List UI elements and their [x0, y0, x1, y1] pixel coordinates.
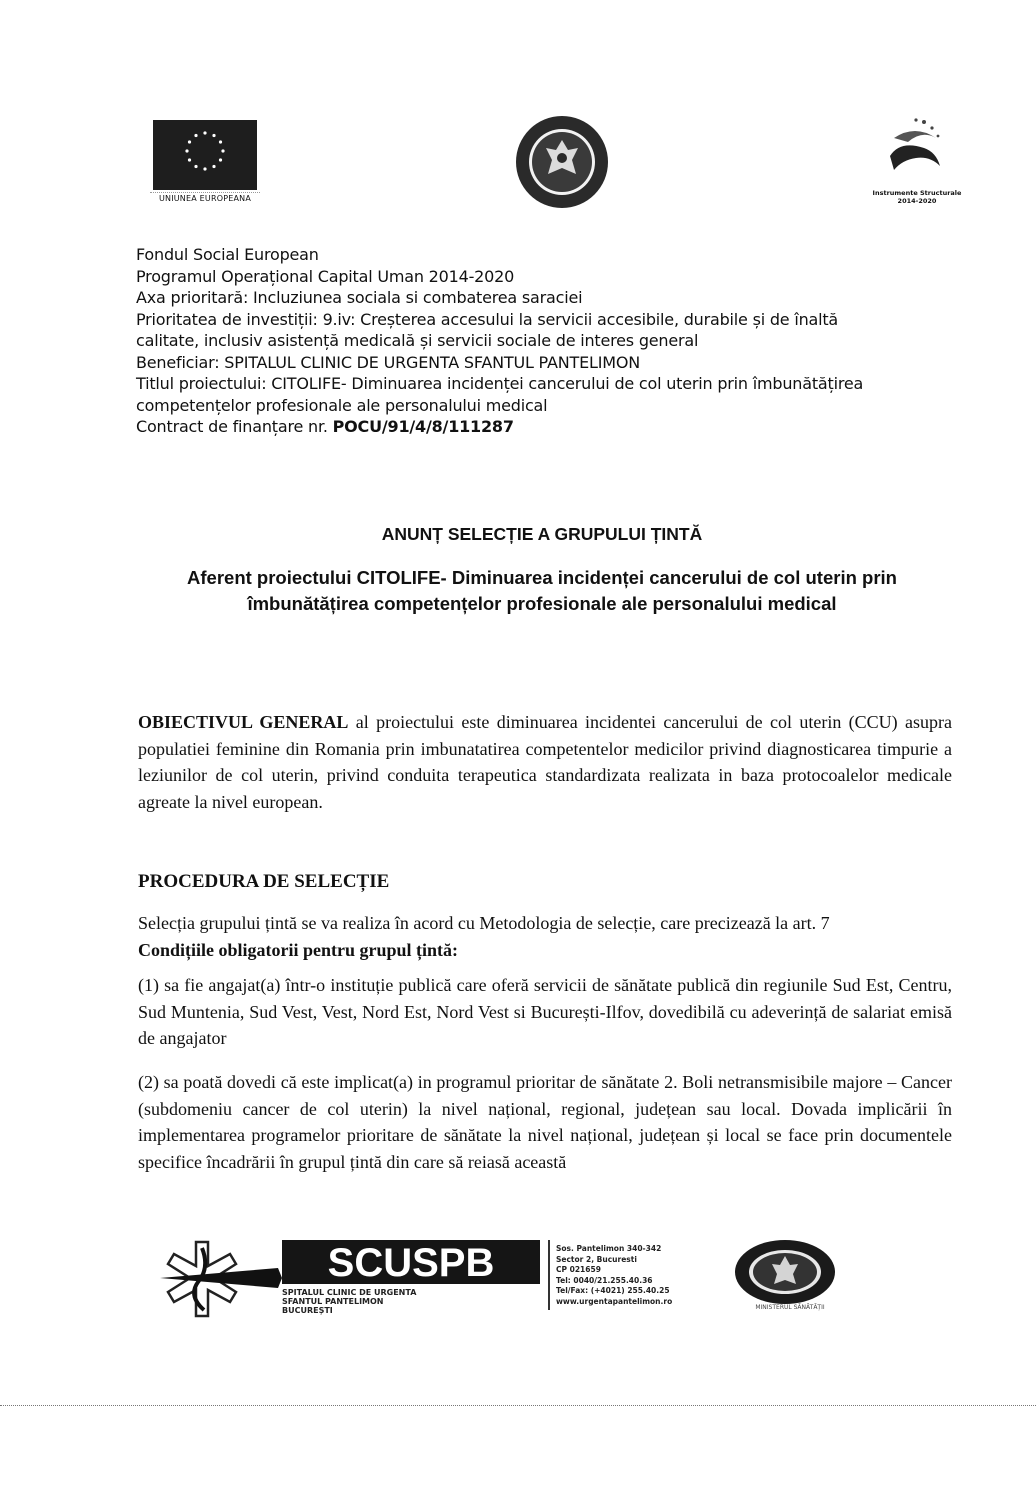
hospital-name-line: SFANTUL PANTELIMON — [282, 1297, 384, 1306]
header-line: Titlul proiectului: CITOLIFE- Diminuarea incidenței cancerului de col uterin prin îmbunătățirea — [136, 374, 864, 393]
page-bottom-dotted-line — [0, 1405, 1036, 1406]
announcement-subtitle — [136, 565, 948, 617]
objective-text: al proiectului este diminuarea incidentei cancerului de col uterin (CCU) asupra populatiei feminine din Romania prin imbunatatirea competentelor medicilor privind diagnosticarea timpurie a leziunilor de col uterin, privind conduita terapeutica standardizata realizata in baza protocoalelor medicale agreate la nivel european. — [138, 712, 952, 812]
objective-label: OBIECTIVUL GENERAL — [138, 712, 349, 732]
header-line: Axa prioritară: Incluziunea sociala si combaterea saraciei — [136, 288, 583, 307]
hospital-name-lines — [282, 1288, 542, 1315]
brand-text: SCUSPB — [327, 1241, 495, 1285]
condition-2: (2) sa poată dovedi că este implicat(a) in programul prioritar de sănătate 2. Boli netransmisibile majore – Cancer (subdomeniu cancer de col uterin) la nivel național, regional, județean sau local. Dovada implicării în implementarea programelor prioritare de sănătate la nivel național, județean și local se face prin documentele specifice încadrării în grupul țintă din care să reiasă această — [138, 1072, 952, 1172]
subtitle-line: îmbunătățirea competențelor profesionale ale personalului medical — [247, 593, 837, 614]
hospital-brand-logo — [282, 1238, 542, 1288]
ministry-seal-caption: MINISTERUL SĂNĂTĂȚII — [755, 1304, 825, 1311]
hospital-name-line: BUCUREȘTI — [282, 1306, 333, 1315]
contract-number: POCU/91/4/8/111287 — [332, 417, 514, 436]
header-line: Beneficiar: SPITALUL CLINIC DE URGENTA SFANTUL PANTELIMON — [136, 352, 640, 372]
header-line: Fondul Social European — [136, 245, 319, 264]
header-line: Programul Operațional Capital Uman 2014-2020 — [136, 266, 515, 286]
contact-line: Sector 2, Bucuresti — [556, 1254, 637, 1264]
condition-1: (1) sa fie angajat(a) într-o instituție publică care oferă servicii de sănătate publică din regiunile Sud Est, Centru, Sud Muntenia, Sud Vest, Vest, Nord Est, Nord Vest si București-Ilfov, dovedibilă cu adeverință de salariat emisă de angajator — [138, 975, 952, 1048]
footer-divider — [548, 1240, 550, 1310]
project-header — [136, 244, 956, 438]
romanian-government-seal — [512, 112, 612, 212]
structural-instruments-caption — [862, 189, 972, 205]
is-caption-line2: 2014-2020 — [897, 197, 937, 205]
hospital-contact — [556, 1244, 726, 1307]
announcement-title: ANUNȚ SELECȚIE A GRUPULUI ȚINTĂ — [381, 524, 703, 544]
header-line: calitate, inclusiv asistență medicală și servicii sociale de interes general — [136, 331, 699, 350]
subtitle-line: Aferent proiectului CITOLIFE- Diminuarea incidenței cancerului de col uterin prin — [187, 567, 897, 588]
eu-caption: UNIUNEA EUROPEANA — [150, 192, 260, 203]
header-line: Prioritatea de investiții: 9.iv: Creșterea accesului la servicii accesibile, durabile și de înaltă — [136, 309, 839, 329]
contact-line: Sos. Pantelimon 340-342 — [556, 1244, 662, 1253]
contract-label: Contract de finanțare nr. — [136, 417, 333, 436]
eu-flag-logo — [153, 120, 257, 190]
header-line: competențelor profesionale ale personalului medical — [136, 395, 548, 415]
procedure-intro-text: Selecția grupului țintă se va realiza în acord cu Metodologia de selecție, care precizează la art. 7 — [138, 913, 830, 933]
procedure-heading: PROCEDURA DE SELECȚIE — [138, 871, 390, 892]
contact-line: www.urgentapantelimon.ro — [556, 1296, 673, 1306]
contract-line — [136, 416, 956, 438]
is-caption-line1: Instrumente Structurale — [872, 189, 962, 197]
general-objective-paragraph — [138, 709, 952, 815]
hospital-name-line: SPITALUL CLINIC DE URGENTA — [282, 1288, 417, 1297]
contact-line: CP 021659 — [556, 1265, 601, 1274]
contact-line: Tel/Fax: (+4021) 255.40.25 — [556, 1286, 670, 1295]
contact-line: Tel: 0040/21.255.40.36 — [556, 1275, 653, 1285]
conditions-heading: Condițiile obligatorii pentru grupul țintă: — [138, 939, 459, 960]
procedure-intro — [138, 910, 952, 963]
star-of-life-logo — [158, 1238, 288, 1320]
